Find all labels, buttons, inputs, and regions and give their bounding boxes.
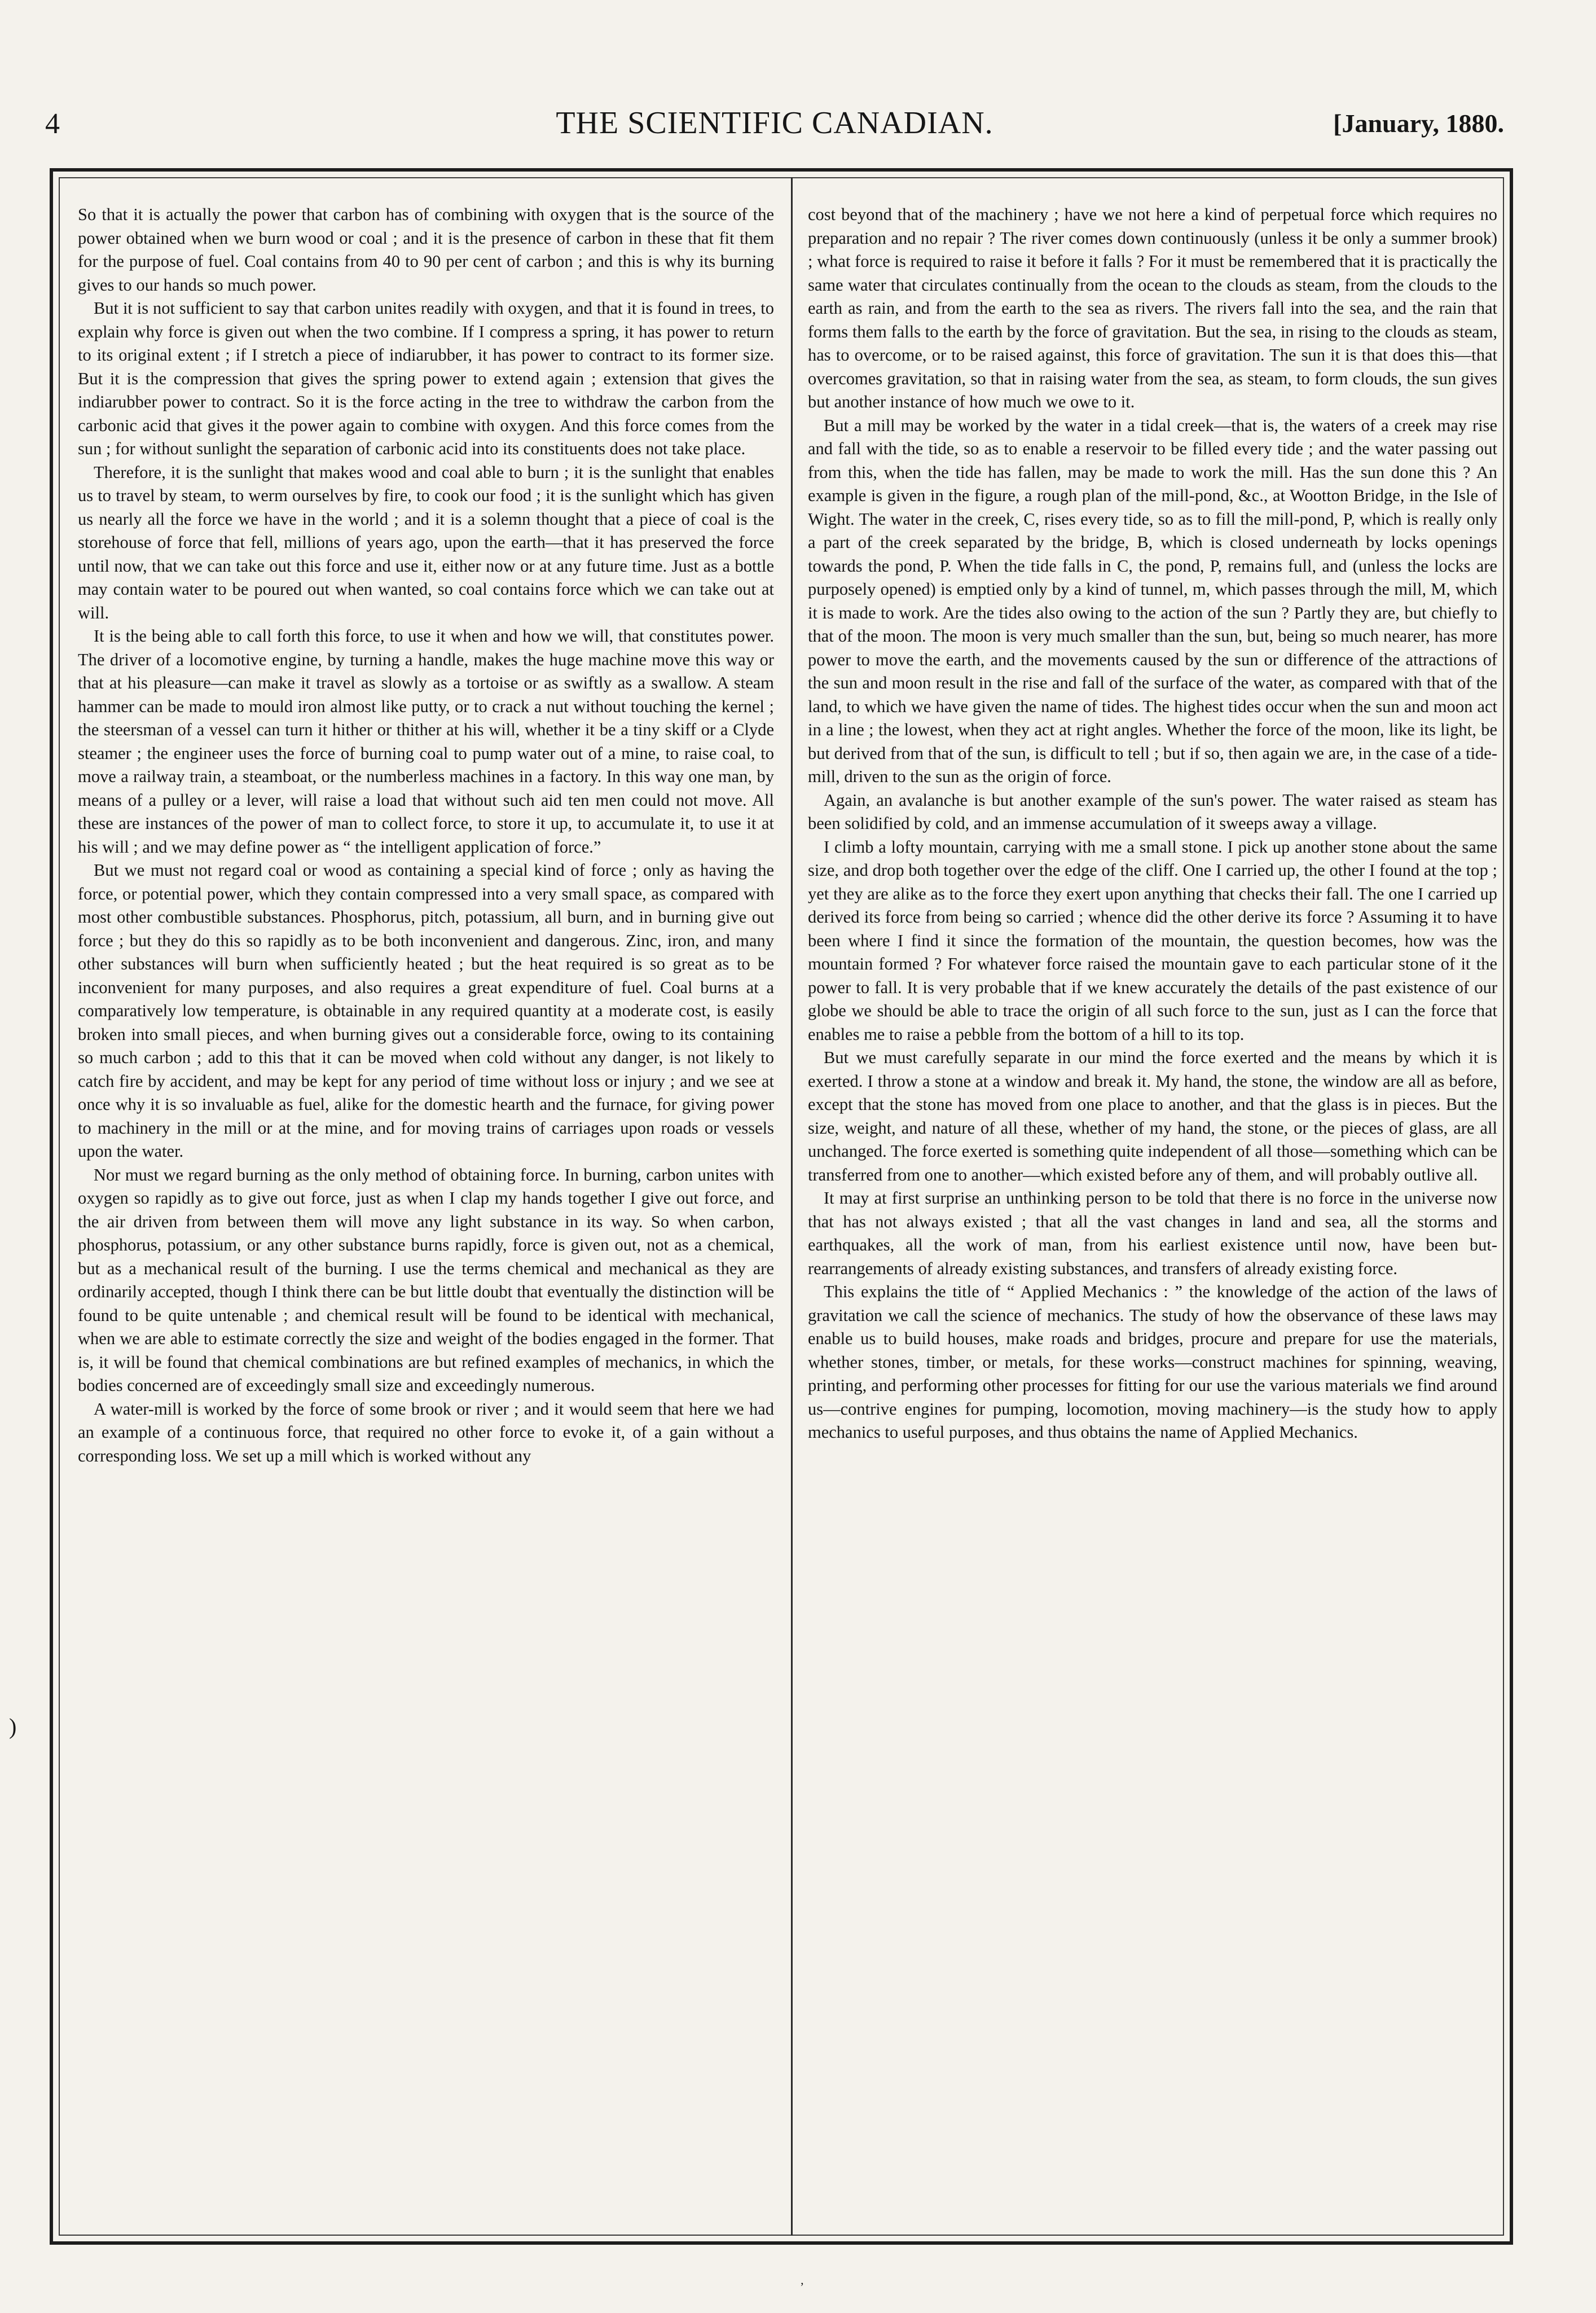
column-divider bbox=[791, 177, 793, 2236]
paragraph: But we must carefully separate in our mind the force exerted and the means by which it is exerted. I throw a stone at a window and break it. My hand, the stone, the window are all as before, except that the stone has moved from one place to another, and that the glass is in pieces. But the size, weight, and nature of all these, whether of my hand, the stone, or the pieces of glass, are all unchanged. The force exerted is something quite independent of all those—something which can be transferred from one to another—which existed before any of them, and will probably outlive all. bbox=[808, 1048, 1497, 1184]
paragraph: This explains the title of “ Applied Mechanics : ” the knowledge of the action of the laws of gravitation we call the science of mechanics. The study of how the observance of these laws may enable us to build houses, make roads and bridges, procure and prepare for use the materials, whether stones, timber, or metals, for these works—construct machines for spinning, weaving, printing, and performing other processes for fitting for our use the various materials we find around us—contrive engines for pumping, locomotion, moving machinery—is the study how to apply mechanics to useful purposes, and thus obtains the name of Applied Mechanics. bbox=[808, 1282, 1497, 1442]
publication-title: THE SCIENTIFIC CANADIAN. bbox=[556, 106, 993, 141]
bottom-mark: ’ bbox=[800, 2280, 804, 2294]
paragraph: But it is not sufficient to say that carbon unites readily with oxygen, and that it is found in trees, to explain why force is given out when the two combine. If I compress a spring, it has power to return to its original extent ; if I stretch a piece of indiarubber, it has power to contract to its former size. But it is the compression that gives the spring power to extend again ; extension that gives the indiarubber power to contract. So it is the force acting in the tree to withdraw the carbon from the carbonic acid that gives it the power again to combine with oxygen. And this force comes from the sun ; for without sunlight the separation of carbonic acid into its constituents does not take place. bbox=[78, 299, 774, 458]
paragraph: I climb a lofty mountain, carrying with me a small stone. I pick up another stone about the same size, and drop both together over the edge of the cliff. One I carried up, the other I found at the top ; yet they are alike as to the force they exert upon anything that checks their fall. The one I carried up derived its force from being so carried ; whence did the other derive its force ? Assuming it to have been where I find it since the formation of the mountain, the question becomes, how was the mountain formed ? For whatever force raised the mountain gave to each particular stone of it the power to fall. It is very probable that if we knew accurately the details of the past existence of our globe we should be able to trace the origin of all such force to the sun, just as I can the force that enables me to raise a pebble from the bottom of a hill to its top. bbox=[808, 837, 1497, 1044]
margin-mark: ) bbox=[9, 1714, 17, 1739]
paragraph: So that it is actually the power that carbon has of combining with oxygen that is the source of the power obtained when we burn wood or coal ; and it is the presence of carbon in these that fit them for the purpose of fuel. Coal contains from 40 to 90 per cent of carbon ; and this is why its burning gives to our hands so much power. bbox=[78, 205, 774, 295]
paragraph: Therefore, it is the sunlight that makes wood and coal able to burn ; it is the sunlight that enables us to travel by steam, to werm ourselves by fire, to cook our food ; it is the sunlight which has given us nearly all the force we have in the world ; and it is a solemn thought that a piece of coal is the storehouse of force that fell, millions of years ago, upon the earth—that it has preserved the force until now, that we can take out this force and use it, either now or at any future time. Just as a bottle may contain water to be poured out when wanted, so coal contains force which we can take out at will. bbox=[78, 462, 774, 622]
paragraph: But we must not regard coal or wood as containing a special kind of force ; only as having the force, or potential power, which they contain compressed into a very small space, as compared with most other combustible substances. Phosphorus, pitch, potassium, all burn, and in burning give out force ; but they do this so rapidly as to be both inconvenient and dangerous. Zinc, iron, and many other substances will burn when sufficiently heated ; but the heat required is so great as to be inconvenient for many purposes, and also requires a great expenditure of fuel. Coal burns at a comparatively low temperature, is obtainable in any required quantity at a moderate cost, is easily broken into small pieces, and when burning gives out a considerable force, owing to its containing so much carbon ; add to this that it can be moved when cold without any danger, is not likely to catch fire by accident, and may be kept for any period of time without loss or injury ; and we see at once why it is so invaluable as fuel, alike for the domestic hearth and the furnace, for giving power to machinery in the mill or at the mine, and for moving trains of carriages upon roads or vessels upon the water. bbox=[78, 861, 774, 1161]
left-column bbox=[78, 203, 774, 2229]
paragraph: A water-mill is worked by the force of some brook or river ; and it would seem that here we had an example of a continuous force, that required no other force to evoke it, of a gain without a corresponding loss. We set up a mill which is worked without any bbox=[78, 1399, 774, 1465]
page-header bbox=[45, 103, 1504, 148]
right-column bbox=[808, 203, 1497, 2229]
page-number: 4 bbox=[45, 108, 60, 140]
paragraph: It may at first surprise an unthinking person to be told that there is no force in the universe now that has not always existed ; that all the vast changes in land and sea, all the storms and earthquakes, all the work of man, from his earliest existence until now, have been but-rearrangements of already existing substances, and transfers of already existing force. bbox=[808, 1188, 1497, 1278]
paragraph: It is the being able to call forth this force, to use it when and how we will, that constitutes power. The driver of a locomotive engine, by turning a handle, makes the huge machine move this way or that at his pleasure—can make it travel as slowly as a tortoise or as swiftly as a swallow. A steam hammer can be made to mould iron almost like putty, or to crack a nut without touching the kernel ; the steersman of a vessel can turn it hither or thither at his will, whether it be a tiny skiff or a Clyde steamer ; the engineer uses the force of burning coal to pump water out of a mine, to raise coal, to move a railway train, a steamboat, or the numberless machines in a factory. In this way one man, by means of a pulley or a lever, will raise a load that without such aid ten men could not move. All these are instances of the power of man to collect force, to store it up, to accumulate it, to use it at his will ; and we may define power as “ the intelligent application of force.” bbox=[78, 626, 774, 857]
paragraph: Nor must we regard burning as the only method of obtaining force. In burning, carbon unites with oxygen so rapidly as to give out force, just as when I clap my hands together I give out force, and the air driven from between them will move any light substance in its way. So when carbon, phosphorus, potassium, or any other substance burns rapidly, force is given out, not as a chemical, but as a mechanical result of the burning. I use the terms chemical and mechanical as they are ordinarily accepted, though I think there can be but little doubt that eventually the distinction will be found to be quite untenable ; and chemical result will be found to be identical with mechanical, when we are able to estimate correctly the size and weight of the bodies engaged in the former. That is, it will be found that chemical combinations are but refined examples of mechanics, in which the bodies concerned are of exceedingly small size and exceedingly numerous. bbox=[78, 1165, 774, 1395]
issue-date: [January, 1880. bbox=[1333, 109, 1504, 138]
paragraph: cost beyond that of the machinery ; have we not here a kind of perpetual force which requires no preparation and no repair ? The river comes down continuously (unless it be only a summer brook) ; what force is required to raise it before it falls ? For it must be remembered that it is practically the same water that circulates continually from the ocean to the clouds as steam, from the clouds to the earth as rain, and from the earth to the sea as rivers. The rivers fall into the sea, and the rain that forms them falls to the earth by the force of gravitation. But the sea, in rising to the clouds as steam, has to overcome, or to be raised against, this force of gravitation. The sun it is that does this—that overcomes gravitation, so that in raising water from the sea, as steam, to form clouds, the sun gives but another instance of how much we owe to it. bbox=[808, 205, 1497, 411]
paragraph: But a mill may be worked by the water in a tidal creek—that is, the waters of a creek may rise and fall with the tide, so as to enable a reservoir to be filled every tide ; and the water passing out from this, when the tide has fallen, may be made to work the mill. Has the sun done this ? An example is given in the figure, a rough plan of the mill-pond, &c., at Wootton Bridge, in the Isle of Wight. The water in the creek, C, rises every tide, so as to fill the mill-pond, P, which is really only a part of the creek separated by the bridge, B, which is closed underneath by locks openings towards the pond, P. When the tide falls in C, the pond, P, remains full, and (unless the locks are purposely opened) is emptied only by a kind of tunnel, m, which passes through the mill, M, which it is made to work. Are the tides also owing to the action of the sun ? Partly they are, but chiefly to that of the moon. The moon is very much smaller than the sun, but, being so much nearer, has more power to move the earth, and the movements caused by the sun or difference of the attractions of the sun and moon result in the rise and fall of the surface of the water, as compared with that of the land, to which we have given the name of tides. The highest tides occur when the sun and moon act in a line ; the lowest, when they act at right angles. Whether the force of the moon, like its light, be but derived from that of the sun, is difficult to tell ; but if so, then again we are, in the case of a tide-mill, driven to the sun as the origin of force. bbox=[808, 415, 1497, 786]
paragraph: Again, an avalanche is but another example of the sun's power. The water raised as steam has been solidified by cold, and an immense accumulation of it sweeps away a village. bbox=[808, 790, 1497, 833]
